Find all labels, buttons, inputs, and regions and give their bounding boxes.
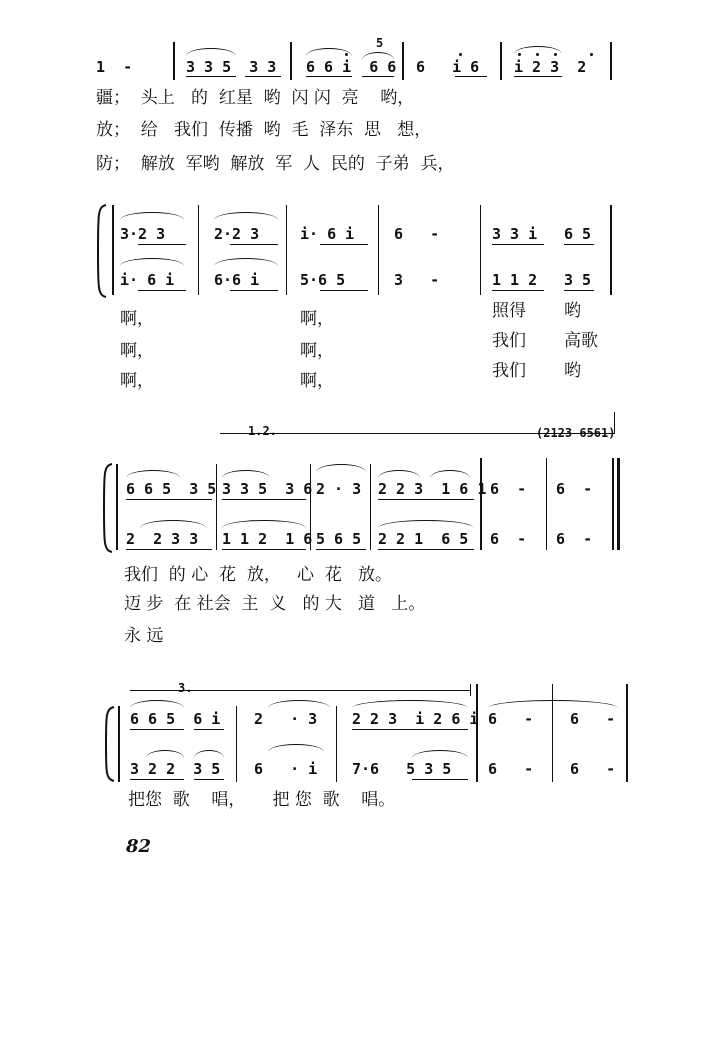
slur: [222, 520, 306, 528]
underline: [378, 499, 474, 500]
barline: [116, 464, 118, 550]
s2-bottom-5: 3 5: [564, 271, 592, 289]
underline: [455, 76, 487, 77]
s4-top-0: 6 6 5 6 i: [130, 710, 221, 728]
barline: [476, 684, 478, 782]
slur: [362, 52, 394, 60]
s4-bottom-4: 6 -: [570, 760, 616, 778]
s3-top-3: 2 2 3 1 6 1: [378, 480, 487, 498]
system-brace: [94, 203, 108, 299]
barline: [610, 42, 612, 80]
s4-top-1: 2 · 3: [254, 710, 318, 728]
s2-bottom-1: 6·6 i: [214, 271, 260, 289]
barline: [500, 42, 502, 80]
slur: [316, 464, 366, 472]
s2-top-2: i· 6 i: [300, 225, 355, 243]
s2-lyric-3d: 哟: [564, 361, 581, 381]
s4-bottom-1: 6 · i: [254, 760, 318, 778]
underline: [564, 290, 594, 291]
volta-end: [470, 684, 471, 696]
underline: [186, 76, 236, 77]
underline: [130, 729, 184, 730]
underline: [245, 76, 281, 77]
slur: [430, 470, 470, 478]
s3-top-4: 6 -: [490, 480, 527, 498]
underline: [320, 244, 368, 245]
s2-bottom-2: 5·6 5: [300, 271, 346, 289]
underline: [230, 244, 278, 245]
s2-top-3: 6 -: [394, 225, 440, 243]
s1-m0: 1 -: [96, 58, 133, 76]
volta-label: 3.: [178, 681, 193, 695]
s1-lyric-2: 放； 给 我们 传播 哟 毛 泽东 思 想，: [96, 120, 432, 140]
s4-bottom-3: 6 -: [488, 760, 534, 778]
s2-top-5: 6 5: [564, 225, 592, 243]
s2-lyric-1c: 照得: [492, 301, 526, 321]
barline: [173, 42, 175, 80]
slur: [378, 520, 474, 528]
s2-bottom-4: 1 1 2: [492, 271, 538, 289]
octave-dot: [590, 53, 593, 56]
barline: [216, 464, 217, 550]
slur: [514, 46, 562, 54]
s4-top-2: 2 2 3 i 2 6 i: [352, 710, 479, 728]
s4-lyric: 把您 歌 唱， 把 您 歌 唱。: [128, 790, 396, 810]
slur: [412, 750, 468, 758]
barline: [118, 706, 120, 782]
underline: [138, 244, 186, 245]
s3-lyric-3: 永 远: [124, 626, 164, 646]
underline: [320, 290, 368, 291]
s3-lyric-1: 我们 的 心 花 放， 心 花 放。: [124, 565, 393, 585]
s2-lyric-2b: 啊，: [300, 341, 334, 361]
s4-top-4: 6 -: [570, 710, 616, 728]
aside-note: (2123 6561): [536, 426, 616, 440]
s2-bottom-3: 3 -: [394, 271, 440, 289]
slur: [130, 700, 184, 708]
system-brace: [100, 462, 114, 554]
s1-lyric-1: 疆； 头上 的 红星 哟 闪 闪 亮 哟，: [96, 88, 415, 108]
slur: [268, 700, 330, 708]
barline: [290, 42, 292, 80]
barline: [112, 205, 114, 295]
slur: [214, 258, 278, 266]
s4-bottom-2: 7·6 5 3 5: [352, 760, 452, 778]
underline: [316, 549, 366, 550]
underline: [222, 549, 306, 550]
grace-note: 5: [376, 36, 384, 50]
barline: [378, 205, 379, 295]
barline: [402, 42, 404, 80]
s2-bottom-0: i· 6 i: [120, 271, 175, 289]
s1-m3: 6 i 6: [416, 58, 480, 76]
barline: [336, 706, 337, 782]
slur: [120, 258, 184, 266]
underline: [492, 244, 544, 245]
s3-top-5: 6 -: [556, 480, 593, 498]
s1-m2: 6 6 i 6 6: [306, 58, 397, 76]
s2-lyric-2d: 高歌: [564, 331, 598, 351]
slur: [126, 470, 180, 478]
barline: [480, 458, 482, 550]
underline: [564, 244, 594, 245]
underline: [194, 779, 224, 780]
s2-lyric-3b: 啊，: [300, 371, 334, 391]
s2-top-1: 2·2 3: [214, 225, 260, 243]
s2-lyric-2a: 啊，: [120, 341, 154, 361]
slur: [352, 700, 468, 708]
barline: [198, 205, 199, 295]
slur: [140, 520, 206, 528]
barline: [610, 205, 612, 295]
s2-lyric-3c: 我们: [492, 361, 526, 381]
octave-dot: [345, 53, 348, 56]
s2-top-0: 3·2 3: [120, 225, 166, 243]
volta-label: 1.2.: [248, 424, 277, 438]
s3-bottom-2: 5 6 5: [316, 530, 362, 548]
system-brace: [102, 705, 116, 783]
s2-lyric-1d: 哟: [564, 301, 581, 321]
s3-bottom-1: 1 1 2 1 6: [222, 530, 313, 548]
underline: [362, 76, 394, 77]
slur: [268, 744, 324, 752]
s3-top-2: 2 · 3: [316, 480, 362, 498]
slur: [222, 470, 270, 478]
s1-lyric-3: 防； 解放 军哟 解放 军 人 民的 子弟 兵，: [96, 154, 455, 174]
s3-bottom-5: 6 -: [556, 530, 593, 548]
barline: [546, 458, 547, 550]
barline: [552, 684, 553, 782]
slur: [194, 750, 224, 758]
underline: [378, 549, 474, 550]
slur: [120, 212, 184, 220]
underline: [138, 290, 186, 291]
underline: [194, 729, 224, 730]
s3-top-1: 3 3 5 3 6: [222, 480, 313, 498]
s3-bottom-3: 2 2 1 6 5: [378, 530, 469, 548]
s2-top-4: 3 3 i: [492, 225, 538, 243]
s3-bottom-0: 2 2 3 3: [126, 530, 199, 548]
s2-lyric-2c: 我们: [492, 331, 526, 351]
s2-lyric-1a: 啊，: [120, 309, 154, 329]
s4-bottom-0: 3 2 2 3 5: [130, 760, 221, 778]
barline: [236, 706, 237, 782]
s3-bottom-4: 6 -: [490, 530, 527, 548]
page-number: 82: [126, 836, 152, 857]
slur: [488, 700, 618, 708]
underline: [126, 499, 212, 500]
underline: [222, 499, 306, 500]
barline: [480, 205, 481, 295]
barline: [370, 464, 371, 550]
barline: [626, 684, 628, 782]
barline: [612, 458, 614, 550]
underline: [230, 290, 278, 291]
slur: [214, 212, 278, 220]
barline: [286, 205, 287, 295]
slur: [378, 470, 420, 478]
underline: [352, 729, 468, 730]
s4-top-3: 6 -: [488, 710, 534, 728]
s1-m4: i 2 3 2: [514, 58, 587, 76]
s3-top-0: 6 6 5 3 5: [126, 480, 217, 498]
s3-lyric-2: 迈 步 在 社会 主 义 的 大 道 上。: [124, 594, 426, 614]
underline: [412, 779, 468, 780]
s2-lyric-3a: 啊，: [120, 371, 154, 391]
underline: [514, 76, 562, 77]
s2-lyric-1b: 啊，: [300, 309, 334, 329]
s1-m1: 3 3 5 3 3: [186, 58, 277, 76]
slur: [186, 48, 236, 56]
octave-dot: [459, 53, 462, 56]
underline: [126, 549, 212, 550]
underline: [492, 290, 544, 291]
underline: [306, 76, 352, 77]
final-barline: [617, 458, 620, 550]
slur: [146, 750, 184, 758]
underline: [130, 779, 184, 780]
